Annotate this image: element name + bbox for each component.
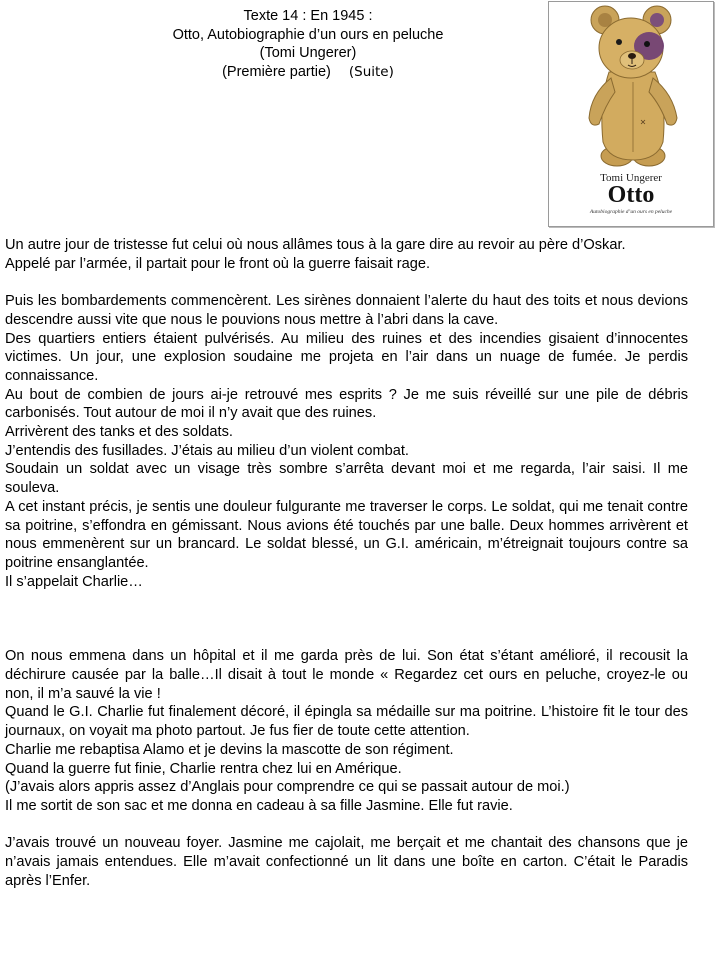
paragraph: Un autre jour de tristesse fut celui où nous allâmes tous à la gare dire au revoir au père d’Oskar. <box>5 237 626 253</box>
paragraph: Soudain un soldat avec un visage très sombre s’arrêta devant moi et me regarda, l’air saisi. Il me souleva. <box>5 461 688 497</box>
paragraph: Au bout de combien de jours ai-je retrouvé mes esprits ? Je me suis réveillé sur une pile de débris carbonisés. Tout autour de moi il n’y avait que des ruines. <box>5 386 688 422</box>
cover-subtitle: Autobiographie d’un ours en peluche <box>589 209 673 215</box>
paragraph: Quand le G.I. Charlie fut finalement décoré, il épingla sa médaille sur ma poitrine. L’histoire fit le tour des journaux, on voyait ma photo partout. Je fus fier de toute cette attention. <box>5 704 688 740</box>
document-header <box>150 7 466 81</box>
paragraph: (J’avais alors appris assez d’Anglais pour comprendre ce qui se passait autour de moi.) <box>5 779 570 796</box>
paragraph: J’avais trouvé un nouveau foyer. Jasmine me cajolait, me berçait et me chantait des chansons que je n’avais jamais entendues. Elle m’avait confectionné un lit dans une boîte en carton. C’était le Paradis après l’Enfer. <box>5 835 688 889</box>
paragraph: J’entendis des fusillades. J’étais au milieu d’un violent combat. <box>5 442 409 459</box>
paragraph: Quand la guerre fut finie, Charlie rentra chez lui en Amérique. <box>5 760 402 777</box>
paragraph: Il me sortit de son sac et me donna en cadeau à sa fille Jasmine. Elle fut ravie. <box>5 797 513 814</box>
header-suite: (Suite) <box>348 63 394 80</box>
story-text <box>5 236 688 890</box>
book-cover <box>548 1 714 227</box>
paragraph: Puis les bombardements commencèrent. Les sirènes donnaient l’alerte du haut des toits et nous devions descendre aussi vite que nous le pouvions nous mettre à l’abri dans la cave. <box>5 293 688 328</box>
header-part: (Première partie) <box>222 63 331 80</box>
header-book-title: Otto, Autobiographie d’un ours en peluche <box>172 26 444 43</box>
paragraph: Appelé par l’armée, il partait pour le front où la guerre faisait rage. <box>5 255 431 272</box>
header-text-number: Texte 14 : En 1945 : <box>243 8 373 24</box>
header-part-line <box>150 63 466 82</box>
paragraph: A cet instant précis, je sentis une douleur fulgurante me traverser le corps. Le soldat, qui me tenait contre sa poitrine, s’effondra en gémissant. Nous avions été touchés par une balle. Deux hommes arrivèrent et nous emmenèrent sur un brancard. Le soldat blessé, un G.I. américain, m’étreignait toujours contre sa poitrine ensanglantée. <box>5 498 688 571</box>
cover-title: Otto <box>607 182 655 208</box>
paragraph: Arrivèrent des tanks et des soldats. <box>5 424 233 441</box>
paragraph: Il s’appelait Charlie… <box>5 573 143 590</box>
header-author: (Tomi Ungerer) <box>259 45 357 61</box>
cover-author: Tomi Ungerer <box>600 172 662 184</box>
paragraph: On nous emmena dans un hôpital et il me garda près de lui. Son état s’étant amélioré, il recousit la déchirure causée par la balle…Il disait à tout le monde « Regardez cet ours en peluche, croyez-le ou non, il m’a sauvé la vie ! <box>5 648 688 702</box>
paragraph: Des quartiers entiers étaient pulvérisés. Au milieu des ruines et des incendies gisaient d’innocentes victimes. Un jour, une explosion soudaine me projeta en l’air dans un nuage de fumée. Je perdis connaissance. <box>5 330 688 384</box>
paragraph: Charlie me rebaptisa Alamo et je devins la mascotte de son régiment. <box>5 741 454 758</box>
